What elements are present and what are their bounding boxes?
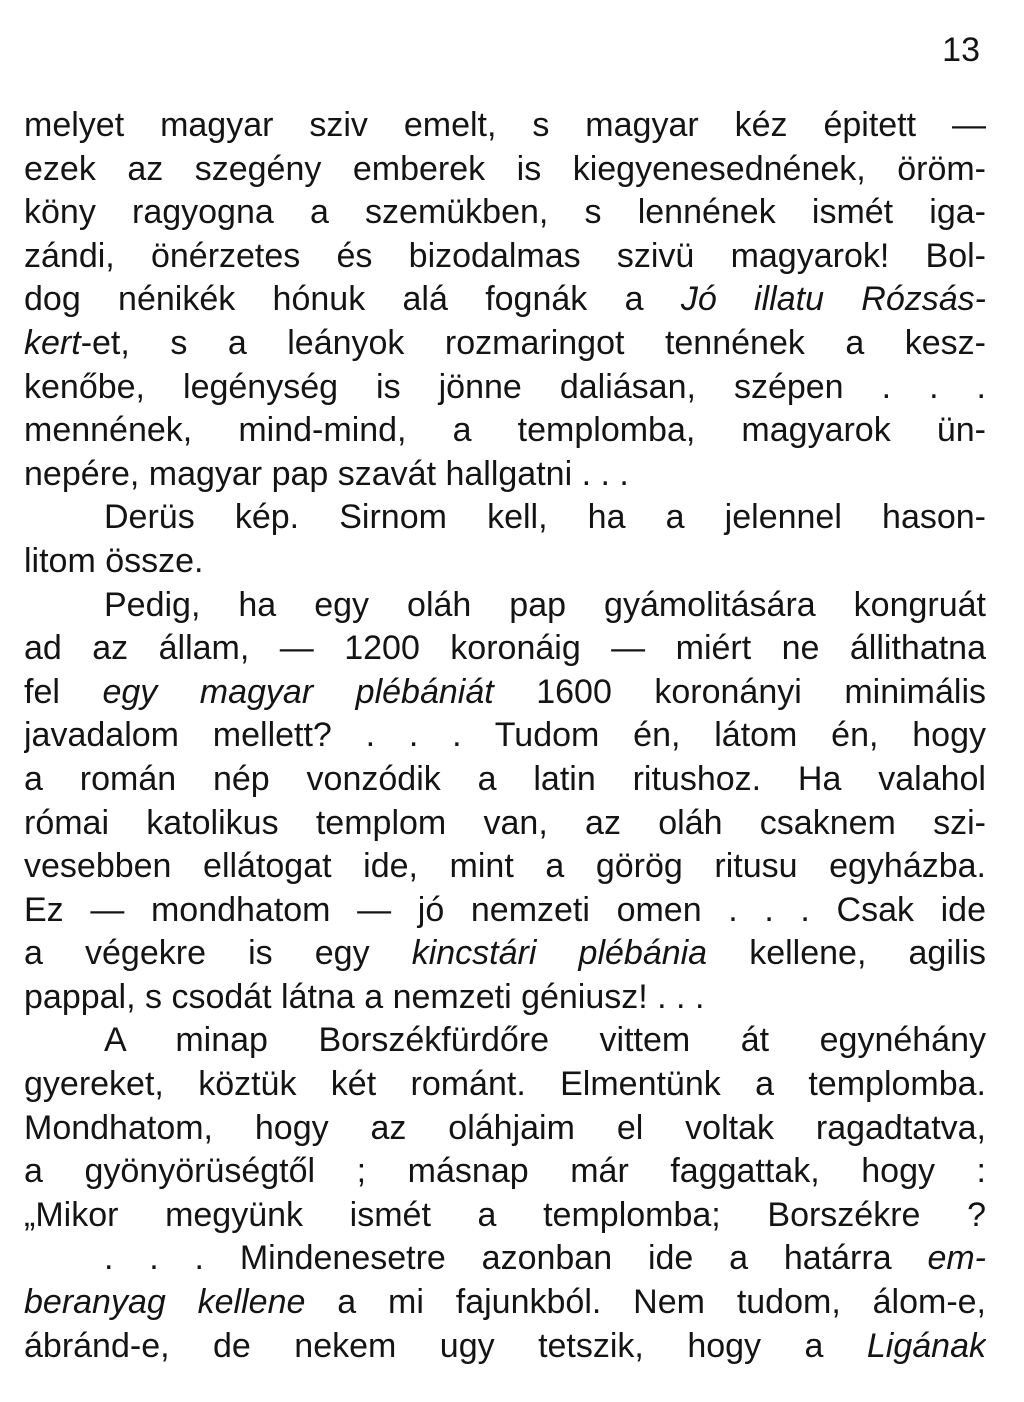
- text-line: [24, 1281, 986, 1325]
- page-number: 13: [942, 31, 980, 69]
- text-line: [24, 235, 986, 279]
- text-segment: Ez — mondhatom — jó nemzeti omen . . . Csak ide: [24, 890, 986, 929]
- text-line: [24, 366, 986, 410]
- italic-text: kert: [24, 323, 81, 362]
- text-line: [24, 496, 986, 540]
- text-segment: litom össze.: [24, 541, 204, 580]
- text-segment: Pedig, ha egy oláh pap gyámolitására kongruát: [104, 585, 986, 624]
- text-line: [24, 1194, 986, 1238]
- text-line: [24, 1325, 986, 1369]
- text-segment: A minap Borszékfürdőre vittem át egynéhány: [104, 1021, 986, 1060]
- text-line: [24, 278, 986, 322]
- text-line: [24, 148, 986, 192]
- italic-text: Jó illatu Rózsás-: [680, 280, 986, 319]
- text-line: [24, 409, 986, 453]
- text-line: [24, 671, 986, 715]
- text-segment: a gyönyörüségtől ; másnap már faggattak, hogy :: [24, 1152, 986, 1191]
- text-line: [24, 191, 986, 235]
- text-segment: pappal, s csodát látna a nemzeti géniusz! . . .: [24, 977, 705, 1016]
- text-line: [24, 453, 986, 497]
- italic-text: beranyag kellene: [24, 1283, 306, 1322]
- text-segment: ezek az szegény emberek is kiegyenesednének, öröm-: [24, 149, 986, 188]
- text-line: [24, 104, 986, 148]
- text-segment: római katolikus templom van, az oláh csaknem szi-: [24, 803, 986, 842]
- text-line: [24, 845, 986, 889]
- text-segment: vesebben ellátogat ide, mint a görög ritusu egyházba.: [24, 847, 986, 886]
- text-segment: kenőbe, legénység is jönne daliásan, szépen . . .: [24, 367, 986, 406]
- italic-text: egy magyar plébániát: [102, 672, 494, 711]
- body-text: [24, 104, 986, 1368]
- italic-text: Ligának: [866, 1326, 986, 1365]
- text-segment: dog nénikék hónuk alá fognák a: [24, 280, 681, 319]
- text-segment: fel: [24, 672, 103, 711]
- text-line: [24, 1019, 986, 1063]
- text-segment: „Mikor megyünk ismét a templomba; Borszékre ?: [24, 1195, 986, 1234]
- italic-text: kincstári plébánia: [411, 934, 708, 973]
- text-segment: zándi, önérzetes és bizodalmas szivü magyarok! Bol-: [24, 236, 986, 275]
- text-segment: ad az állam, — 1200 koronáig — miért ne állithatna: [24, 629, 986, 668]
- text-line: [24, 889, 986, 933]
- text-segment: 1600 koronányi minimális: [493, 672, 986, 711]
- text-segment: a végekre is egy: [24, 934, 412, 973]
- italic-text: em-: [927, 1239, 986, 1278]
- text-line: [24, 1237, 986, 1281]
- text-line: [24, 627, 986, 671]
- text-segment: köny ragyogna a szemükben, s lennének ismét iga-: [24, 193, 986, 232]
- text-segment: gyereket, köztük két románt. Elmentünk a templomba.: [24, 1065, 986, 1104]
- text-line: [24, 584, 986, 628]
- text-line: [24, 322, 986, 366]
- text-segment: melyet magyar sziv emelt, s magyar kéz épitett —: [24, 106, 986, 144]
- text-line: [24, 1107, 986, 1151]
- text-line: [24, 1063, 986, 1107]
- text-line: [24, 802, 986, 846]
- text-line: [24, 1150, 986, 1194]
- text-segment: . . . Mindenesetre azonban ide a határra: [104, 1239, 928, 1278]
- text-line: [24, 540, 986, 584]
- text-segment: javadalom mellett? . . . Tudom én, látom én, hogy: [24, 716, 986, 755]
- text-segment: ábránd-e, de nekem ugy tetszik, hogy a: [24, 1326, 867, 1365]
- text-line: [24, 932, 986, 976]
- text-segment: a mi fajunkból. Nem tudom, álom-e,: [305, 1283, 986, 1322]
- text-segment: kellene, agilis: [707, 934, 986, 973]
- text-segment: a román nép vonzódik a latin ritushoz. Ha valahol: [24, 759, 986, 798]
- text-segment: nepére, magyar pap szavát hallgatni . . .: [24, 454, 629, 493]
- text-line: [24, 758, 986, 802]
- text-segment: mennének, mind-mind, a templomba, magyarok ün-: [24, 411, 986, 450]
- text-line: [24, 976, 986, 1020]
- text-segment: Mondhatom, hogy az oláhjaim el voltak ragadtatva,: [24, 1108, 986, 1147]
- text-line: [24, 714, 986, 758]
- text-segment: -et, s a leányok rozmaringot tennének a kesz-: [80, 323, 986, 362]
- text-segment: Derüs kép. Sirnom kell, ha a jelennel hason-: [104, 498, 986, 537]
